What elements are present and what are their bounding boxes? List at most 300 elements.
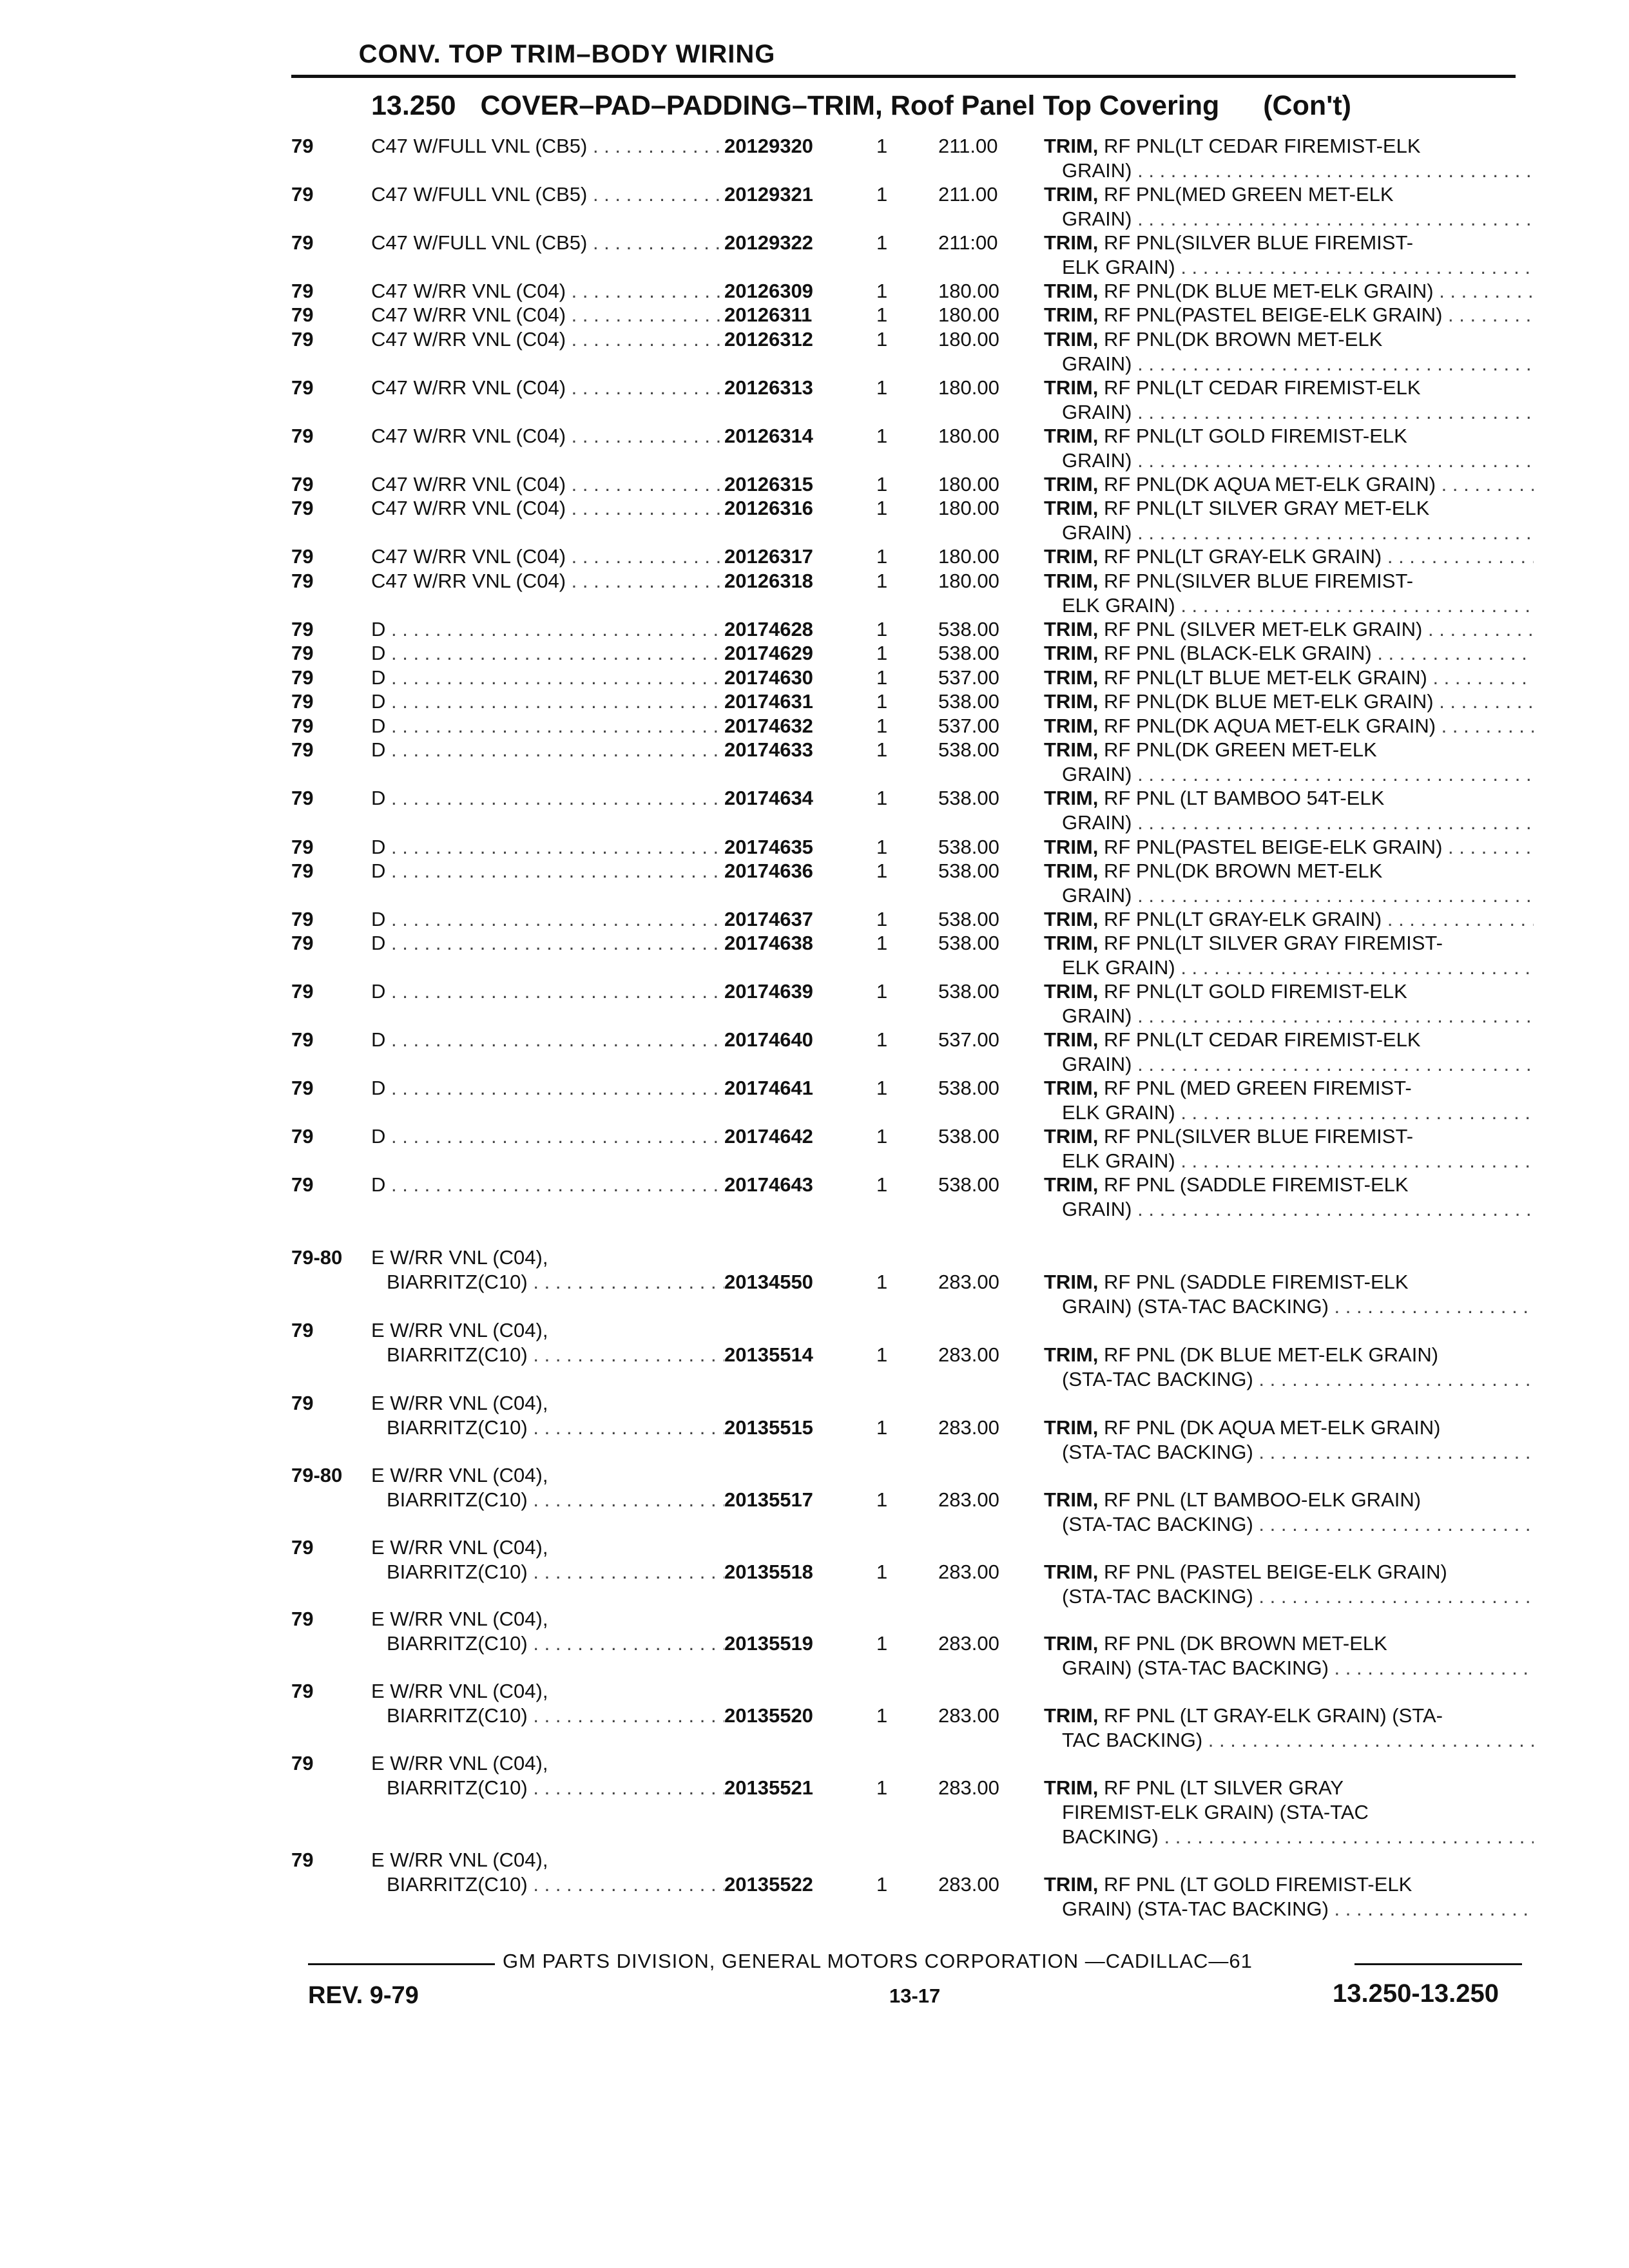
description-line (1044, 931, 1534, 956)
price: 538.00 (938, 1077, 999, 1099)
description-text: RF PNL(LT GOLD FIREMIST-ELK (1104, 425, 1407, 447)
quantity: 1 (876, 280, 888, 302)
description-text: (STA-TAC BACKING) (1062, 1513, 1253, 1535)
description-text: RF PNL (SADDLE FIREMIST-ELK (1104, 1271, 1409, 1293)
description (1044, 1076, 1534, 1125)
price: 283.00 (938, 1271, 999, 1293)
description-line (1044, 472, 1534, 497)
description-keyword: TRIM, (1044, 1873, 1099, 1896)
model-cell (371, 907, 724, 932)
price: 180.00 (938, 376, 999, 399)
year-cell: 79 (291, 738, 314, 761)
description-line (1044, 1728, 1534, 1753)
price: 283.00 (938, 1704, 999, 1727)
year-cell: 79 (291, 183, 314, 206)
description-line (1044, 738, 1534, 762)
price: 211.00 (938, 135, 998, 157)
model-line: C47 W/RR VNL (C04) . . . (371, 424, 724, 448)
description-keyword: TRIM, (1044, 545, 1099, 568)
description-text: (STA-TAC BACKING) (1062, 1368, 1253, 1390)
description-text: RF PNL (LT SILVER GRAY (1104, 1776, 1344, 1799)
price: 283.00 (938, 1776, 999, 1799)
description-line (1044, 279, 1534, 303)
model-cell (371, 738, 724, 762)
model-line: D . . . (371, 666, 724, 690)
part-number: 20174636 (724, 860, 813, 882)
description-keyword: TRIM, (1044, 908, 1099, 930)
part-number: 20129321 (724, 183, 813, 206)
model-line: C47 W/RR VNL (C04) . . . (371, 472, 724, 497)
description (1044, 472, 1534, 497)
part-number: 20174628 (724, 618, 813, 640)
year-cell: 79 (291, 473, 314, 495)
model-line: D . . . (371, 907, 724, 932)
description-text: RF PNL (SADDLE FIREMIST-ELK (1104, 1173, 1409, 1196)
description-text: ELK GRAIN) (1062, 1101, 1175, 1124)
part-number: 20126314 (724, 425, 813, 447)
model-line: BIARRITZ(C10) . . . (371, 1343, 724, 1367)
description-text: ELK GRAIN) (1062, 256, 1175, 278)
year-cell: 79 (291, 303, 314, 326)
description-text: GRAIN) (1062, 521, 1132, 544)
part-number: 20174639 (724, 980, 813, 1003)
quantity: 1 (876, 303, 888, 326)
quantity: 1 (876, 715, 888, 737)
price: 538.00 (938, 980, 999, 1003)
year-cell: 79 (291, 860, 314, 882)
price: 538.00 (938, 618, 999, 640)
description-text: GRAIN) (1062, 401, 1132, 423)
year-cell: 79 (291, 545, 314, 568)
description (1044, 279, 1534, 303)
model-cell (371, 641, 724, 666)
description-text: GRAIN) (1062, 811, 1132, 834)
description (1044, 786, 1534, 835)
description-text: GRAIN) (1062, 352, 1132, 375)
description-keyword: TRIM, (1044, 303, 1099, 326)
description-line (1044, 1872, 1534, 1897)
part-number: 20174643 (724, 1173, 813, 1196)
description-text: RF PNL(SILVER BLUE FIREMIST- (1104, 231, 1414, 254)
description-line (1044, 1825, 1534, 1849)
description-line (1044, 1897, 1534, 1921)
quantity: 1 (876, 690, 888, 713)
description-line (1044, 182, 1534, 207)
description-line (1044, 1704, 1534, 1728)
part-number: 20174632 (724, 715, 813, 737)
description (1044, 1028, 1534, 1077)
description (1044, 231, 1534, 280)
description (1044, 859, 1534, 908)
price: 537.00 (938, 1028, 999, 1051)
model-line: D . . . (371, 835, 724, 860)
model-cell (371, 424, 724, 448)
quantity: 1 (876, 545, 888, 568)
description-text: RF PNL(SILVER BLUE FIREMIST- (1104, 1125, 1414, 1148)
part-number: 20126311 (724, 303, 813, 326)
description-keyword: TRIM, (1044, 1343, 1099, 1366)
description-text: RF PNL (MED GREEN FIREMIST- (1104, 1077, 1412, 1099)
part-number: 20135521 (724, 1776, 813, 1799)
description-line (1044, 1124, 1534, 1149)
description-line (1044, 1294, 1534, 1319)
year-cell: 79 (291, 932, 314, 954)
description-text: RF PNL(DK BROWN MET-ELK (1104, 328, 1383, 351)
model-cell (371, 979, 724, 1004)
description-keyword: TRIM, (1044, 280, 1099, 302)
description-keyword: TRIM, (1044, 570, 1099, 592)
part-number: 20174630 (724, 666, 813, 689)
year-cell: 79 (291, 1392, 314, 1414)
description-text: RF PNL(DK BROWN MET-ELK (1104, 860, 1383, 882)
price: 538.00 (938, 1125, 999, 1148)
model-cell (371, 1848, 724, 1897)
description-text: RF PNL (LT GRAY-ELK GRAIN) (STA- (1104, 1704, 1443, 1727)
year-cell: 79 (291, 1125, 314, 1148)
model-cell (371, 1463, 724, 1512)
model-cell (371, 931, 724, 956)
description-text: GRAIN) (1062, 1053, 1132, 1075)
part-number: 20126317 (724, 545, 813, 568)
description-text: GRAIN) (1062, 449, 1132, 472)
price: 180.00 (938, 497, 999, 519)
part-number: 20126312 (724, 328, 813, 351)
section-name: COVER–PAD–PADDING–TRIM, (480, 90, 883, 121)
model-cell (371, 1607, 724, 1656)
year-cell: 79 (291, 1536, 314, 1559)
part-number: 20126318 (724, 570, 813, 592)
description (1044, 544, 1534, 569)
footer-revision: REV. 9-79 (308, 1982, 419, 2009)
description-keyword: TRIM, (1044, 328, 1099, 351)
year-cell: 79 (291, 642, 314, 664)
model-cell (371, 569, 724, 593)
description-keyword: TRIM, (1044, 715, 1099, 737)
price: 180.00 (938, 425, 999, 447)
price: 538.00 (938, 642, 999, 664)
description-text: RF PNL(LT SILVER GRAY MET-ELK (1104, 497, 1430, 519)
description-line (1044, 544, 1534, 569)
page-header: CONV. TOP TRIM–BODY WIRING (358, 40, 776, 68)
model-line: D . . . (371, 617, 724, 642)
quantity: 1 (876, 183, 888, 206)
quantity: 1 (876, 497, 888, 519)
quantity: 1 (876, 1271, 888, 1293)
description-keyword: TRIM, (1044, 1632, 1099, 1655)
model-line: D . . . (371, 979, 724, 1004)
description (1044, 496, 1534, 545)
model-line: E W/RR VNL (C04), (371, 1392, 548, 1414)
model-line: D . . . (371, 1028, 724, 1052)
description-text: RF PNL(SILVER BLUE FIREMIST- (1104, 570, 1414, 592)
section-subtitle: Roof Panel Top Covering (890, 90, 1220, 121)
description-text: GRAIN) (STA-TAC BACKING) (1062, 1657, 1329, 1679)
model-line: E W/RR VNL (C04), (371, 1608, 548, 1630)
model-line: BIARRITZ(C10) . . . (371, 1416, 724, 1440)
description-line (1044, 666, 1534, 690)
price: 211:00 (938, 231, 998, 254)
price: 180.00 (938, 328, 999, 351)
part-number: 20135518 (724, 1561, 813, 1583)
description-line (1044, 376, 1534, 400)
description-text: GRAIN) (1062, 159, 1132, 182)
description-line (1044, 303, 1534, 327)
price: 283.00 (938, 1561, 999, 1583)
price: 538.00 (938, 908, 999, 930)
description (1044, 424, 1534, 473)
description-text: RF PNL(PASTEL BEIGE-ELK GRAIN) (1104, 836, 1443, 858)
description-keyword: TRIM, (1044, 836, 1099, 858)
description-line (1044, 1100, 1534, 1125)
model-line: D . . . (371, 931, 724, 956)
quantity: 1 (876, 642, 888, 664)
description-text: RF PNL (LT BAMBOO-ELK GRAIN) (1104, 1488, 1422, 1511)
part-number: 20174629 (724, 642, 813, 664)
price: 538.00 (938, 932, 999, 954)
description-text: RF PNL(DK AQUA MET-ELK GRAIN) (1104, 715, 1436, 737)
description-keyword: TRIM, (1044, 1561, 1099, 1583)
description-line (1044, 448, 1534, 473)
model-line: C47 W/RR VNL (C04) . . . (371, 327, 724, 352)
model-line: C47 W/RR VNL (C04) . . . (371, 303, 724, 327)
year-cell: 79 (291, 980, 314, 1003)
description-line (1044, 1584, 1534, 1609)
model-cell (371, 786, 724, 811)
model-cell (371, 1173, 724, 1197)
model-cell (371, 1535, 724, 1584)
model-cell (371, 1391, 724, 1440)
quantity: 1 (876, 860, 888, 882)
price: 538.00 (938, 836, 999, 858)
year-cell: 79-80 (291, 1464, 343, 1486)
model-line: C47 W/FULL VNL (CB5) . . . (371, 231, 724, 255)
quantity: 1 (876, 932, 888, 954)
description-keyword: TRIM, (1044, 1416, 1099, 1439)
description (1044, 182, 1534, 231)
quantity: 1 (876, 1632, 888, 1655)
price: 180.00 (938, 545, 999, 568)
description-line (1044, 1560, 1534, 1584)
description-line (1044, 134, 1534, 159)
description-keyword: TRIM, (1044, 932, 1099, 954)
description-line (1044, 593, 1534, 618)
description (1044, 979, 1534, 1028)
quantity: 1 (876, 1077, 888, 1099)
price: 538.00 (938, 738, 999, 761)
description-text: GRAIN) (1062, 763, 1132, 785)
model-line: D . . . (371, 1076, 724, 1100)
year-cell: 79 (291, 231, 314, 254)
quantity: 1 (876, 1416, 888, 1439)
footer-rule-left (308, 1963, 495, 1965)
description (1044, 569, 1534, 618)
description (1044, 1343, 1534, 1392)
description-text: RF PNL (PASTEL BEIGE-ELK GRAIN) (1104, 1561, 1447, 1583)
description-keyword: TRIM, (1044, 1077, 1099, 1099)
model-cell (371, 472, 724, 497)
description-line (1044, 956, 1534, 980)
quantity: 1 (876, 1704, 888, 1727)
description-line (1044, 496, 1534, 521)
description-text: GRAIN) (1062, 207, 1132, 230)
description-text: RF PNL(DK GREEN MET-ELK (1104, 738, 1377, 761)
model-cell (371, 496, 724, 521)
year-cell: 79 (291, 715, 314, 737)
description-text: RF PNL(PASTEL BEIGE-ELK GRAIN) (1104, 303, 1443, 326)
description-line (1044, 883, 1534, 908)
model-cell (371, 134, 724, 159)
part-number: 20135522 (724, 1873, 813, 1896)
quantity: 1 (876, 425, 888, 447)
description-text: RF PNL(LT GRAY-ELK GRAIN) (1104, 908, 1382, 930)
year-cell: 79 (291, 1680, 314, 1702)
description-line (1044, 786, 1534, 811)
description-line (1044, 1776, 1534, 1800)
model-line: C47 W/RR VNL (C04) . . . (371, 569, 724, 593)
description-line (1044, 424, 1534, 448)
description-text: RF PNL(LT CEDAR FIREMIST-ELK (1104, 135, 1421, 157)
price: 538.00 (938, 860, 999, 882)
year-cell: 79 (291, 1319, 314, 1341)
description-line (1044, 1004, 1534, 1028)
part-number: 20129320 (724, 135, 813, 157)
description-keyword: TRIM, (1044, 738, 1099, 761)
part-number: 20135520 (724, 1704, 813, 1727)
model-line: BIARRITZ(C10) . . . (371, 1776, 724, 1800)
year-cell: 79 (291, 690, 314, 713)
year-cell: 79 (291, 570, 314, 592)
price: 283.00 (938, 1343, 999, 1366)
price: 180.00 (938, 303, 999, 326)
description-line (1044, 1488, 1534, 1512)
description-text: TAC BACKING) (1062, 1729, 1203, 1751)
description (1044, 931, 1534, 980)
description-text: GRAIN) (1062, 884, 1132, 907)
description-keyword: TRIM, (1044, 376, 1099, 399)
year-cell: 79 (291, 135, 314, 157)
model-line: C47 W/RR VNL (C04) . . . (371, 279, 724, 303)
part-number: 20129322 (724, 231, 813, 254)
description-line (1044, 207, 1534, 231)
description-line (1044, 1028, 1534, 1052)
quantity: 1 (876, 618, 888, 640)
description (1044, 1416, 1534, 1465)
part-number: 20126316 (724, 497, 813, 519)
description (1044, 1560, 1534, 1609)
description-line (1044, 907, 1534, 932)
model-cell (371, 835, 724, 860)
part-number: 20134550 (724, 1271, 813, 1293)
description-line (1044, 255, 1534, 280)
model-cell (371, 666, 724, 690)
description-keyword: TRIM, (1044, 497, 1099, 519)
quantity: 1 (876, 1776, 888, 1799)
description-line (1044, 762, 1534, 787)
description-line (1044, 327, 1534, 352)
description-text: RF PNL (DK BLUE MET-ELK GRAIN) (1104, 1343, 1439, 1366)
price: 538.00 (938, 1173, 999, 1196)
quantity: 1 (876, 836, 888, 858)
description-line (1044, 1343, 1534, 1367)
description-line (1044, 1512, 1534, 1537)
part-number: 20174637 (724, 908, 813, 930)
description (1044, 303, 1534, 327)
model-line: C47 W/RR VNL (C04) . . . (371, 376, 724, 400)
description-keyword: TRIM, (1044, 618, 1099, 640)
description-line (1044, 569, 1534, 593)
description-keyword: TRIM, (1044, 425, 1099, 447)
description-text: ELK GRAIN) (1062, 594, 1175, 617)
description-keyword: TRIM, (1044, 980, 1099, 1003)
part-number: 20174633 (724, 738, 813, 761)
description-text: RF PNL (SILVER MET-ELK GRAIN) (1104, 618, 1423, 640)
model-cell (371, 1124, 724, 1149)
year-cell: 79 (291, 1028, 314, 1051)
description (1044, 907, 1534, 932)
description-line (1044, 1631, 1534, 1656)
description-line (1044, 521, 1534, 545)
model-line: BIARRITZ(C10) . . . (371, 1488, 724, 1512)
description-keyword: TRIM, (1044, 1704, 1099, 1727)
part-number: 20126313 (724, 376, 813, 399)
price: 283.00 (938, 1488, 999, 1511)
description-text: RF PNL (DK BROWN MET-ELK (1104, 1632, 1387, 1655)
part-number: 20174640 (724, 1028, 813, 1051)
description-line (1044, 1656, 1534, 1680)
price: 538.00 (938, 690, 999, 713)
description-text: (STA-TAC BACKING) (1062, 1441, 1253, 1463)
model-cell (371, 617, 724, 642)
model-line: E W/RR VNL (C04), (371, 1680, 548, 1702)
description (1044, 1124, 1534, 1173)
description-text: GRAIN) (STA-TAC BACKING) (1062, 1295, 1329, 1318)
part-number: 20135517 (724, 1488, 813, 1511)
description-line (1044, 1149, 1534, 1173)
description-line (1044, 979, 1534, 1004)
model-line: BIARRITZ(C10) . . . (371, 1872, 724, 1897)
description-keyword: TRIM, (1044, 690, 1099, 713)
description-keyword: TRIM, (1044, 1271, 1099, 1293)
description-text: RF PNL(LT CEDAR FIREMIST-ELK (1104, 376, 1421, 399)
part-number: 20174634 (724, 787, 813, 809)
description-text: RF PNL(DK AQUA MET-ELK GRAIN) (1104, 473, 1436, 495)
model-line: E W/RR VNL (C04), (371, 1464, 548, 1486)
year-cell: 79 (291, 280, 314, 302)
description-text: RF PNL(DK BLUE MET-ELK GRAIN) (1104, 280, 1434, 302)
quantity: 1 (876, 666, 888, 689)
description (1044, 134, 1534, 183)
quantity: 1 (876, 135, 888, 157)
description-text: (STA-TAC BACKING) (1062, 1585, 1253, 1608)
description-text: GRAIN) (1062, 1198, 1132, 1220)
description-text: FIREMIST-ELK GRAIN) (STA-TAC (1062, 1801, 1369, 1823)
description-line (1044, 835, 1534, 860)
year-cell: 79 (291, 1077, 314, 1099)
quantity: 1 (876, 980, 888, 1003)
description-keyword: TRIM, (1044, 1125, 1099, 1148)
model-line: D . . . (371, 738, 724, 762)
description (1044, 617, 1534, 642)
model-cell (371, 303, 724, 327)
description (1044, 714, 1534, 738)
model-line: BIARRITZ(C10) . . . (371, 1270, 724, 1294)
year-cell: 79 (291, 836, 314, 858)
model-line: D . . . (371, 689, 724, 714)
part-number: 20126309 (724, 280, 813, 302)
description (1044, 376, 1534, 425)
description-text: RF PNL(LT SILVER GRAY FIREMIST- (1104, 932, 1443, 954)
quantity: 1 (876, 1873, 888, 1896)
